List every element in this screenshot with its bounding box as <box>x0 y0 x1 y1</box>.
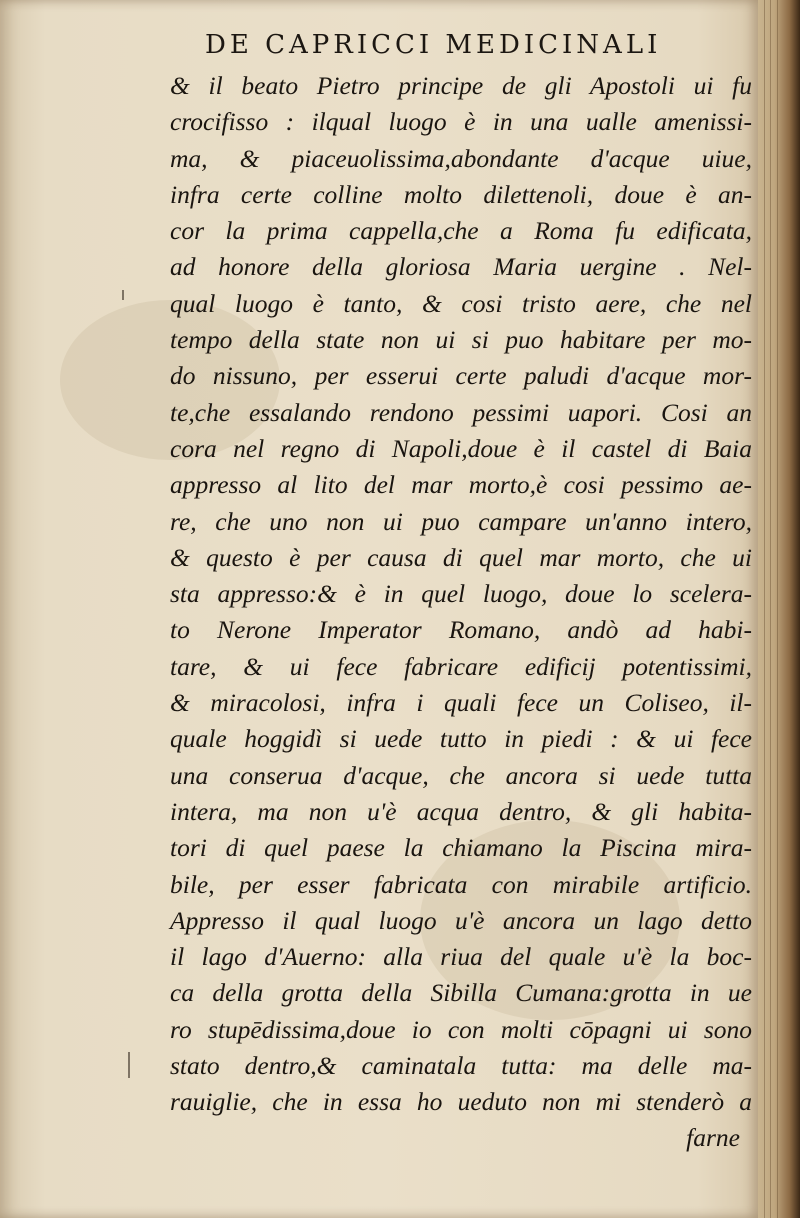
text-line: ca della grotta della Sibilla Cumana:grotta in ue <box>170 978 752 1008</box>
text-line: una conserua d'acque, che ancora si uede tutta <box>170 760 752 790</box>
text-line: bile, per esser fabricata con mirabile artificio. <box>170 869 752 899</box>
text-line: infra certe colline molto dilettenoli, doue è an- <box>170 179 752 209</box>
text-line: tare, & ui fece fabricare edificij potentissimi, <box>170 651 752 681</box>
page-edge-line <box>764 0 765 1218</box>
text-line: ma, & piaceuolissima,abondante d'acque uiue, <box>170 143 752 173</box>
text-line: stato dentro,& caminatala tutta: ma delle ma- <box>170 1051 752 1081</box>
ink-mark <box>122 290 124 300</box>
text-line: re, che uno non ui puo campare un'anno intero, <box>170 506 752 536</box>
text-line: & il beato Pietro principe de gli Apostoli ui fu <box>170 71 752 100</box>
text-line: Appresso il qual luogo u'è ancora un lago detto <box>170 905 752 935</box>
text-line: crocifisso : ilqual luogo è in una ualle amenissi- <box>170 107 752 137</box>
text-line: tempo della state non ui si puo habitare per mo- <box>170 325 752 355</box>
ink-mark <box>128 1052 130 1078</box>
text-line: & questo è per causa di quel mar morto, che ui <box>170 542 752 572</box>
text-line: & miracolosi, infra i quali fece un Coliseo, il- <box>170 688 752 718</box>
text-line: cor la prima cappella,che a Roma fu edificata, <box>170 216 752 246</box>
catchword: farne <box>686 1123 740 1152</box>
page-edge <box>758 0 800 1218</box>
text-line: tori di quel paese la chiamano la Piscina mira- <box>170 833 752 863</box>
page-edge-line <box>777 0 778 1218</box>
text-line: qual luogo è tanto, & cosi tristo aere, che nel <box>170 288 752 318</box>
text-block <box>170 68 752 1121</box>
text-line: intera, ma non u'è acqua dentro, & gli habita- <box>170 796 752 826</box>
text-line: rauiglie, che in essa ho ueduto non mi stenderò a <box>170 1087 752 1117</box>
text-line: sta appresso:& è in quel luogo, doue lo scelera- <box>170 579 752 609</box>
text-line: ad honore della gloriosa Maria uergine . Nel- <box>170 252 752 282</box>
text-line: cora nel regno di Napoli,doue è il castel di Baia <box>170 433 752 463</box>
text-line: do nissuno, per esserui certe paludi d'acque mor- <box>170 361 752 391</box>
text-line: il lago d'Auerno: alla riua del quale u'è la boc- <box>170 942 752 972</box>
text-line: appresso al lito del mar morto,è cosi pessimo ae- <box>170 470 752 500</box>
text-line: to Nerone Imperator Romano, andò ad habi- <box>170 615 752 645</box>
text-line: quale hoggidì si uede tutto in piedi : & ui fece <box>170 724 752 754</box>
text-line: te,che essalando rendono pessimi uapori. Cosi an <box>170 397 752 427</box>
running-head: DE CAPRICCI MEDICINALI <box>205 30 662 60</box>
text-line: ro stupēdissima,doue io con molti cōpagni ui sono <box>170 1014 752 1044</box>
page-edge-line <box>770 0 771 1218</box>
